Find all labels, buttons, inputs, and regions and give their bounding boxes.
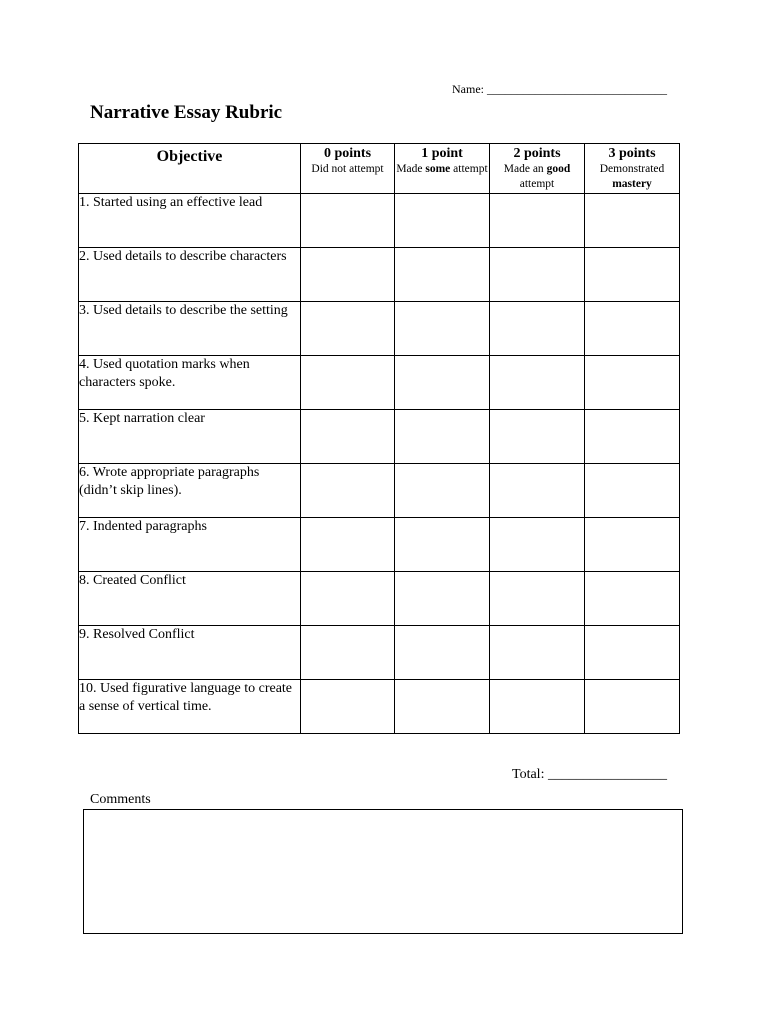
objective-cell: 10. Used figurative language to create a sense of vertical time.	[79, 680, 301, 734]
score-cell-3pt[interactable]	[585, 356, 680, 410]
table-row	[79, 518, 680, 572]
score-cell-0pt[interactable]	[301, 626, 395, 680]
points-header-0	[301, 144, 395, 194]
table-row	[79, 194, 680, 248]
score-cell-2pt[interactable]	[490, 248, 585, 302]
objective-cell: 4. Used quotation marks when characters spoke.	[79, 356, 301, 410]
score-cell-0pt[interactable]	[301, 248, 395, 302]
score-cell-1pt[interactable]	[395, 680, 490, 734]
table-row	[79, 248, 680, 302]
score-cell-0pt[interactable]	[301, 518, 395, 572]
total-field-label: Total: _________________	[512, 767, 667, 782]
score-cell-3pt[interactable]	[585, 302, 680, 356]
table-row	[79, 464, 680, 518]
score-cell-2pt[interactable]	[490, 194, 585, 248]
points-label: 0 points	[323, 146, 372, 161]
points-label: 1 point	[421, 146, 463, 161]
rubric-table	[78, 143, 680, 734]
points-description: Made an good attempt	[503, 163, 571, 190]
points-description: Did not attempt	[311, 163, 384, 175]
score-cell-2pt[interactable]	[490, 518, 585, 572]
objective-cell: 8. Created Conflict	[79, 572, 301, 626]
table-row	[79, 410, 680, 464]
objective-cell: 9. Resolved Conflict	[79, 626, 301, 680]
score-cell-3pt[interactable]	[585, 572, 680, 626]
score-cell-2pt[interactable]	[490, 302, 585, 356]
points-label: 2 points	[513, 146, 561, 161]
score-cell-3pt[interactable]	[585, 680, 680, 734]
points-header-1	[395, 144, 490, 194]
score-cell-3pt[interactable]	[585, 410, 680, 464]
score-cell-0pt[interactable]	[301, 572, 395, 626]
objective-cell: 3. Used details to describe the setting	[79, 302, 301, 356]
score-cell-2pt[interactable]	[490, 572, 585, 626]
objective-cell: 2. Used details to describe characters	[79, 248, 301, 302]
score-cell-2pt[interactable]	[490, 626, 585, 680]
score-cell-3pt[interactable]	[585, 248, 680, 302]
score-cell-0pt[interactable]	[301, 194, 395, 248]
score-cell-0pt[interactable]	[301, 680, 395, 734]
score-cell-0pt[interactable]	[301, 302, 395, 356]
objective-cell: 5. Kept narration clear	[79, 410, 301, 464]
objective-header: Objective	[156, 148, 223, 165]
points-description: Made some attempt	[396, 163, 488, 175]
table-row	[79, 302, 680, 356]
points-description: Demonstrated mastery	[599, 163, 665, 190]
score-cell-2pt[interactable]	[490, 680, 585, 734]
score-cell-1pt[interactable]	[395, 572, 490, 626]
score-cell-2pt[interactable]	[490, 410, 585, 464]
objective-cell: 6. Wrote appropriate paragraphs (didn’t skip lines).	[79, 464, 301, 518]
score-cell-0pt[interactable]	[301, 356, 395, 410]
points-header-3	[585, 144, 680, 194]
points-header-2	[490, 144, 585, 194]
score-cell-1pt[interactable]	[395, 194, 490, 248]
score-cell-3pt[interactable]	[585, 194, 680, 248]
table-row	[79, 680, 680, 734]
score-cell-1pt[interactable]	[395, 248, 490, 302]
rubric-header-row	[79, 144, 680, 194]
objective-cell: 7. Indented paragraphs	[79, 518, 301, 572]
score-cell-2pt[interactable]	[490, 464, 585, 518]
score-cell-3pt[interactable]	[585, 518, 680, 572]
comments-box[interactable]	[83, 809, 683, 934]
objective-cell: 1. Started using an effective lead	[79, 194, 301, 248]
score-cell-1pt[interactable]	[395, 626, 490, 680]
table-row	[79, 572, 680, 626]
score-cell-3pt[interactable]	[585, 626, 680, 680]
comments-label: Comments	[90, 792, 151, 807]
score-cell-2pt[interactable]	[490, 356, 585, 410]
score-cell-1pt[interactable]	[395, 302, 490, 356]
score-cell-1pt[interactable]	[395, 464, 490, 518]
score-cell-0pt[interactable]	[301, 410, 395, 464]
table-row	[79, 356, 680, 410]
table-row	[79, 626, 680, 680]
objective-header-cell	[79, 144, 301, 194]
score-cell-3pt[interactable]	[585, 464, 680, 518]
points-label: 3 points	[608, 146, 656, 161]
score-cell-0pt[interactable]	[301, 464, 395, 518]
score-cell-1pt[interactable]	[395, 356, 490, 410]
score-cell-1pt[interactable]	[395, 518, 490, 572]
score-cell-1pt[interactable]	[395, 410, 490, 464]
name-field-label: Name: ______________________________	[452, 82, 667, 96]
page-title: Narrative Essay Rubric	[90, 102, 283, 123]
